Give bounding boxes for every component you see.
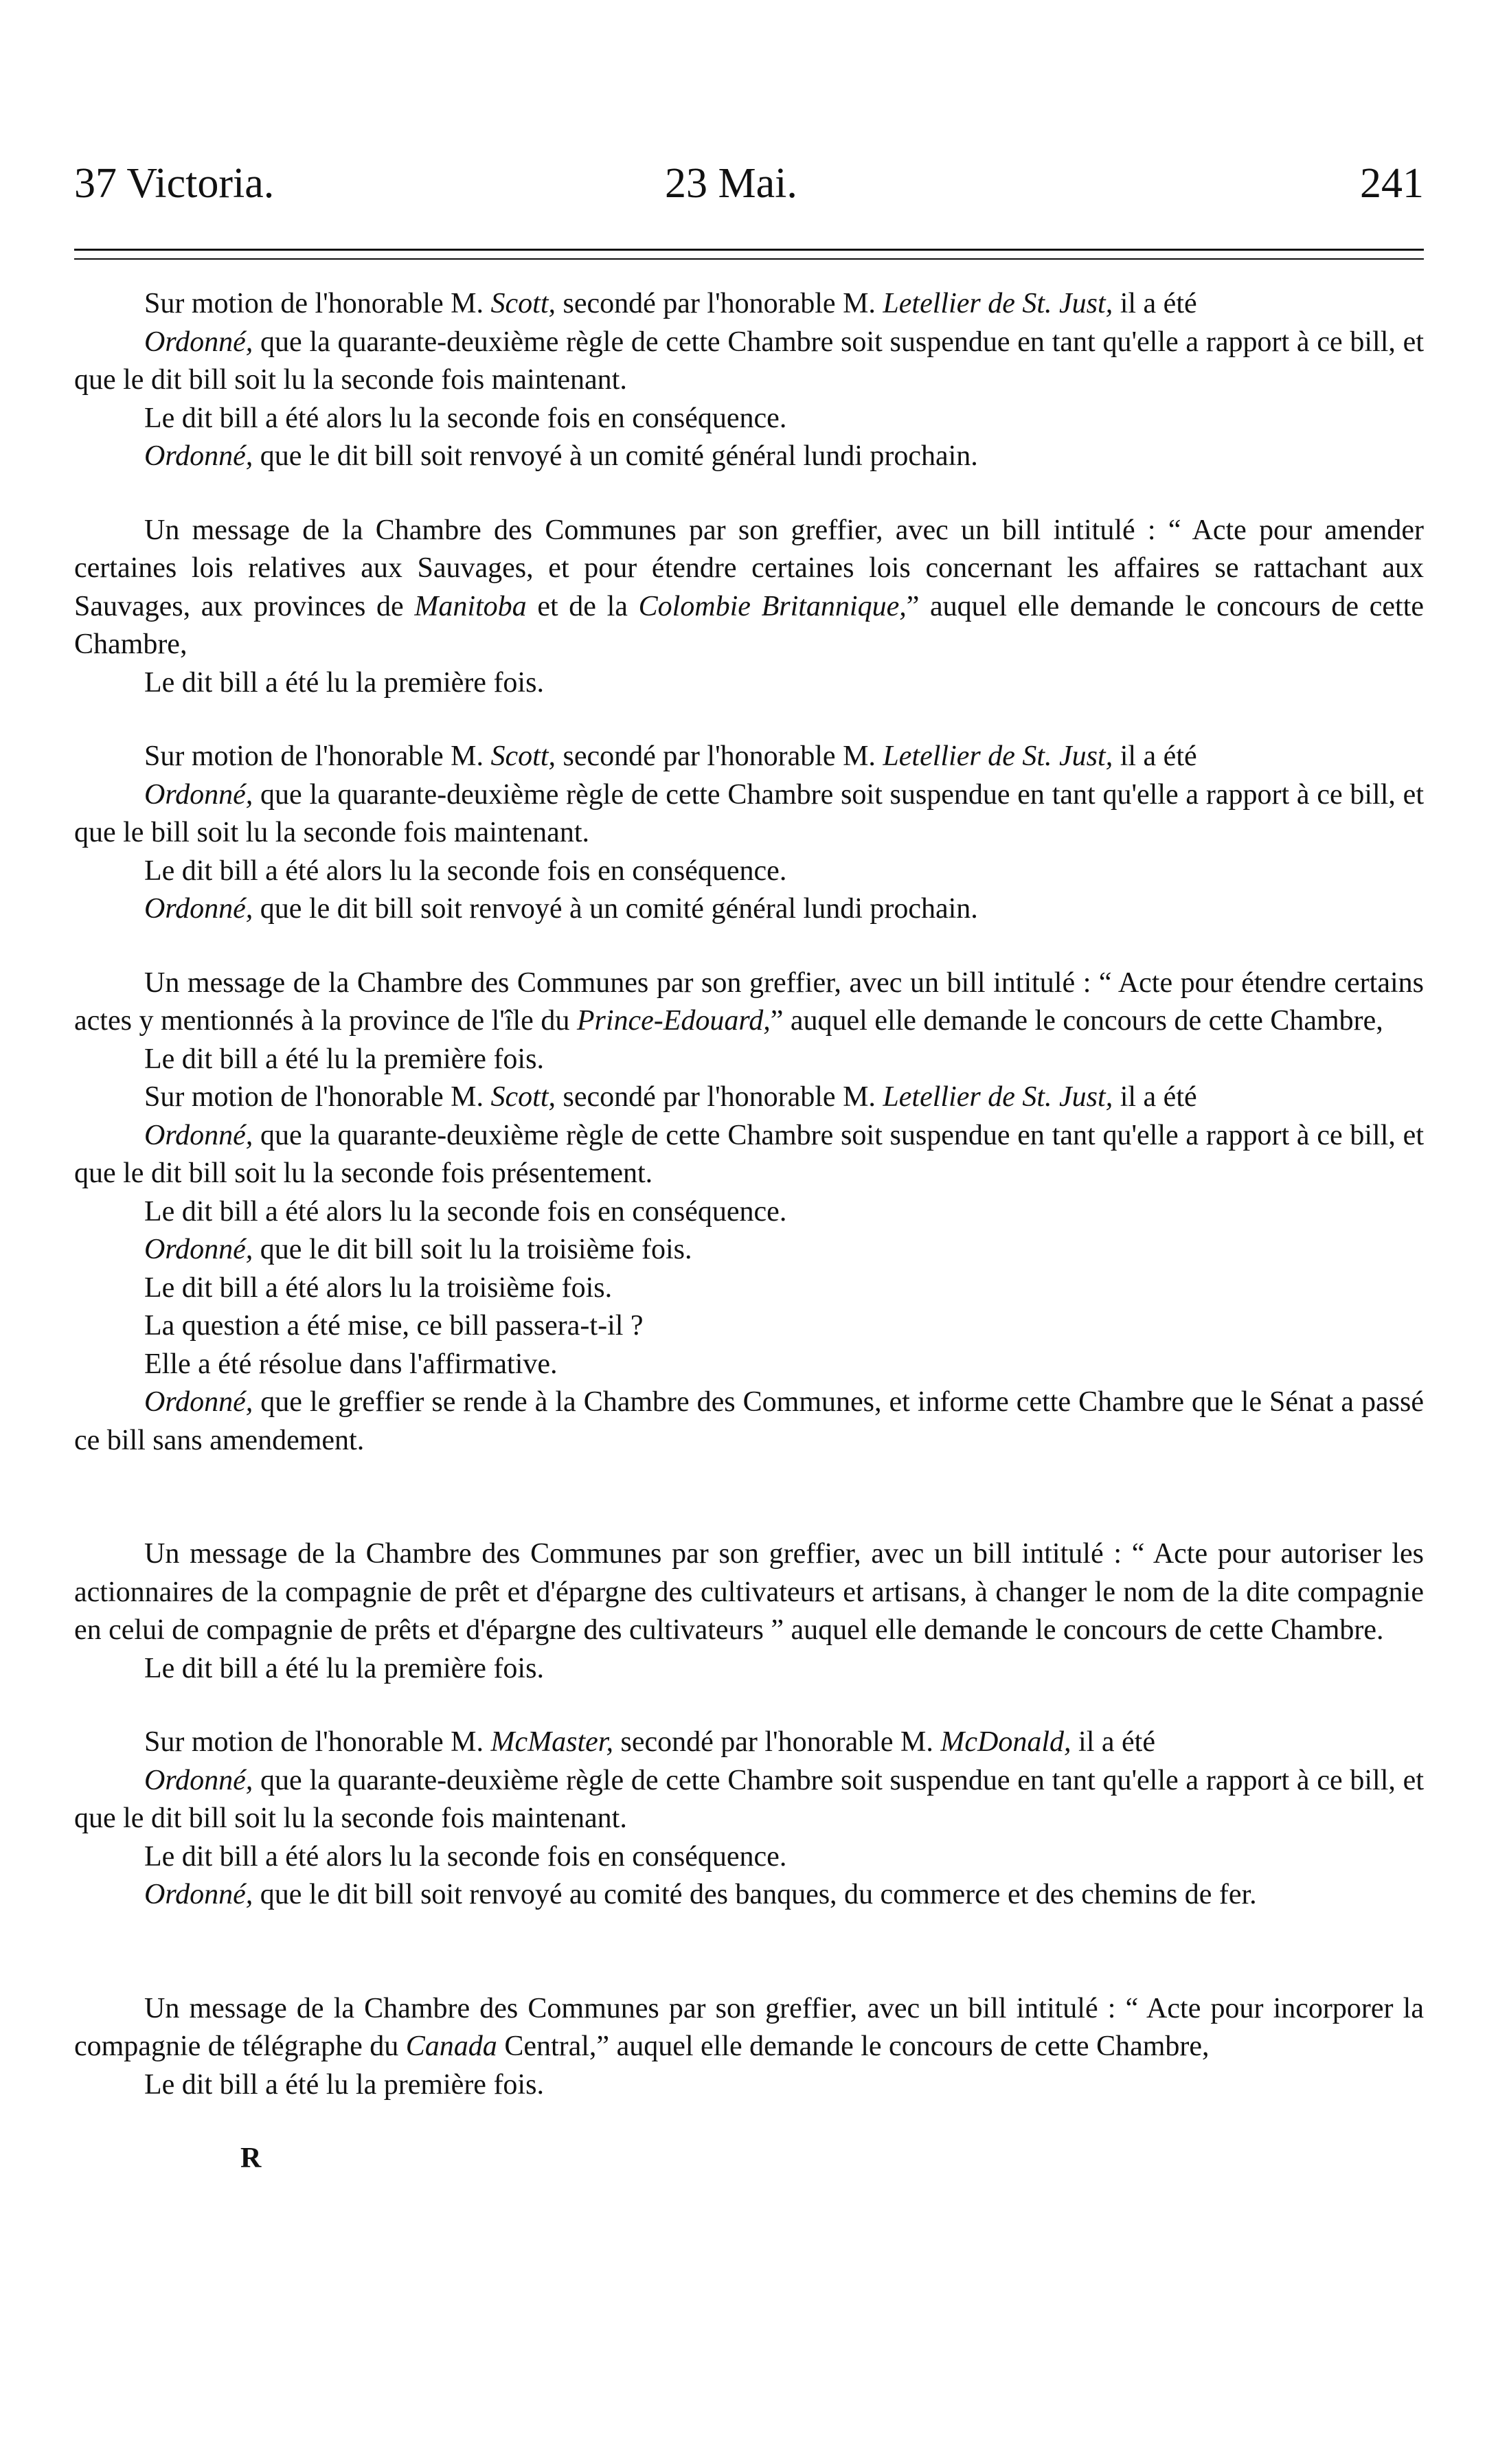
italic-text: Ordonné,	[144, 1879, 253, 1910]
text-run: que le greffier se rende à la Chambre des Communes, et informe cette Chambre que le Sénat a passé ce bill sans amendement.	[74, 1386, 1424, 1456]
paragraph	[74, 1193, 1424, 1232]
italic-text: Ordonné,	[144, 893, 253, 925]
text-run: Sur motion de l'honorable M.	[144, 741, 491, 772]
text-run: que la quarante-deuxième règle de cette Chambre soit suspendue en tant qu'elle a rapport à ce bill, et que le dit bill soit lu la seconde fois maintenant.	[74, 1764, 1424, 1834]
text-run: Le dit bill a été alors lu la seconde fois en conséquence.	[144, 402, 787, 434]
text-run: secondé par l'honorable M.	[556, 1081, 883, 1113]
paragraph	[74, 1535, 1424, 1650]
italic-text: Ordonné,	[144, 440, 253, 472]
italic-text: Scott,	[490, 288, 556, 319]
text-run: Le dit bill a été alors lu la seconde fois en conséquence.	[144, 1195, 787, 1228]
italic-text: McMaster,	[490, 1726, 613, 1758]
header-rule-bottom	[74, 258, 1424, 260]
paragraph	[74, 1762, 1424, 1838]
paragraph	[74, 1346, 1424, 1384]
text-run: que le dit bill soit renvoyé à un comité général lundi prochain.	[253, 893, 978, 925]
page	[74, 0, 1424, 2464]
text-run: Le dit bill a été lu la première fois.	[144, 1652, 544, 1684]
paragraph	[74, 1078, 1424, 1117]
text-run: Le dit bill a été alors lu la troisième fois.	[144, 1271, 613, 1304]
signature-mark: R	[240, 2143, 262, 2174]
italic-text: Letellier de St. Just,	[883, 741, 1113, 772]
text-run: Un message de la Chambre des Communes par son greffier, avec un bill intitulé : “ Acte pour incorporer la compagnie de télégraphe du	[74, 1992, 1424, 2062]
text-run: Le dit bill a été lu la première fois.	[144, 666, 544, 699]
italic-text: Ordonné,	[144, 1386, 253, 1418]
text-run: Central,” auquel elle demande le concours de cette Chambre,	[497, 2031, 1210, 2062]
text-run: Le dit bill a été alors lu la seconde fois en conséquence.	[144, 1840, 787, 1873]
paragraph	[74, 1383, 1424, 1460]
text-run: il a été	[1113, 1081, 1197, 1113]
text-run: ” auquel elle demande le concours de cette Chambre,	[74, 590, 1424, 660]
paragraph	[74, 738, 1424, 776]
text-run: Un message de la Chambre des Communes par son greffier, avec un bill intitulé : “ Acte pour autoriser les actionnaires de la compagnie de prêt et d'épargne des cultivateurs et artisans, à changer le nom de la dite compagnie en celui de compagnie de prêts et d'épargne des cultivateurs ” auquel elle demande le concours de cette Chambre.	[74, 1538, 1424, 1646]
italic-text: Ordonné,	[144, 778, 253, 811]
italic-text: Scott,	[490, 741, 556, 772]
paragraph	[74, 512, 1424, 664]
text-run: La question a été mise, ce bill passera-t-il ?	[144, 1310, 644, 1342]
text-run: Le dit bill a été alors lu la seconde fois en conséquence.	[144, 855, 787, 887]
paragraph	[74, 400, 1424, 438]
paragraph	[74, 890, 1424, 929]
paragraph	[74, 285, 1424, 324]
paragraph	[74, 2066, 1424, 2105]
page-header	[74, 152, 1424, 214]
italic-text: McDonald,	[940, 1726, 1071, 1758]
italic-text: Ordonné,	[144, 1119, 253, 1151]
paragraph	[74, 1307, 1424, 1346]
header-date: 23 Mai.	[665, 160, 797, 207]
text-run: secondé par l'honorable M.	[556, 288, 883, 319]
text-run: il a été	[1113, 741, 1197, 772]
text-run: que le dit bill soit lu la troisième fois.	[253, 1234, 692, 1265]
paragraph	[74, 1723, 1424, 1762]
italic-text: Scott,	[490, 1081, 556, 1113]
paragraph	[74, 1650, 1424, 1688]
header-rule-top	[74, 249, 1424, 251]
italic-text: Manitoba	[414, 590, 527, 622]
paragraph	[74, 964, 1424, 1041]
text-run: Sur motion de l'honorable M.	[144, 1081, 491, 1113]
paragraph	[74, 1117, 1424, 1193]
text-run: il a été	[1113, 288, 1197, 319]
text-run: Elle a été résolue dans l'affirmative.	[144, 1348, 558, 1380]
italic-text: Ordonné,	[144, 1764, 253, 1796]
italic-text: Letellier de St. Just,	[883, 1081, 1113, 1113]
paragraph	[74, 1876, 1424, 1914]
text-run: Un message de la Chambre des Communes par son greffier, avec un bill intitulé : “ Acte pour étendre certains actes y mentionnés à la province de l'île du	[74, 967, 1424, 1037]
text-run: Sur motion de l'honorable M.	[144, 288, 491, 319]
paragraph	[74, 1231, 1424, 1269]
paragraph	[74, 1041, 1424, 1079]
page-number: 241	[1360, 160, 1424, 207]
italic-text: Colombie Britannique,	[638, 590, 907, 622]
paragraph	[74, 664, 1424, 703]
paragraph	[74, 324, 1424, 400]
text-run: que la quarante-deuxième règle de cette Chambre soit suspendue en tant qu'elle a rapport à ce bill, et que le dit bill soit lu la seconde fois maintenant.	[74, 326, 1424, 396]
italic-text: Prince-Edouard,	[576, 1005, 771, 1037]
italic-text: Ordonné,	[144, 1234, 253, 1265]
text-run: que le dit bill soit renvoyé au comité des banques, du commerce et des chemins de fer.	[253, 1879, 1257, 1910]
text-run: Le dit bill a été lu la première fois.	[144, 2068, 544, 2101]
italic-text: Letellier de St. Just,	[883, 288, 1113, 319]
italic-text: Canada	[405, 2031, 497, 2062]
proceedings-text	[74, 285, 1424, 2178]
text-run: que la quarante-deuxième règle de cette Chambre soit suspendue en tant qu'elle a rapport à ce bill, et que le bill soit lu la seconde fois maintenant.	[74, 778, 1424, 848]
text-run: secondé par l'honorable M.	[556, 741, 883, 772]
paragraph	[74, 1269, 1424, 1308]
text-run: Un message de la Chambre des Communes par son greffier, avec un bill intitulé : “ Acte pour amender certaines lois relatives aux Sauvages, et pour étendre certaines lois concernant les affaires se rattachant aux Sauvages, aux provinces de	[74, 514, 1424, 622]
text-run: que le dit bill soit renvoyé à un comité général lundi prochain.	[253, 440, 978, 472]
paragraph	[74, 1990, 1424, 2066]
text-run: secondé par l'honorable M.	[613, 1726, 941, 1758]
header-reign-year: 37 Victoria.	[74, 160, 275, 207]
paragraph	[74, 1838, 1424, 1877]
text-run: il a été	[1071, 1726, 1155, 1758]
paragraph	[74, 438, 1424, 476]
text-run: Le dit bill a été lu la première fois.	[144, 1043, 544, 1075]
text-run: et de la	[526, 590, 639, 622]
text-run: Sur motion de l'honorable M.	[144, 1726, 491, 1758]
paragraph	[74, 776, 1424, 852]
paragraph	[74, 852, 1424, 891]
italic-text: Ordonné,	[144, 326, 253, 358]
text-run: que la quarante-deuxième règle de cette Chambre soit suspendue en tant qu'elle a rapport à ce bill, et que le dit bill soit lu la seconde fois présentement.	[74, 1119, 1424, 1189]
text-run: ” auquel elle demande le concours de cette Chambre,	[770, 1005, 1383, 1037]
